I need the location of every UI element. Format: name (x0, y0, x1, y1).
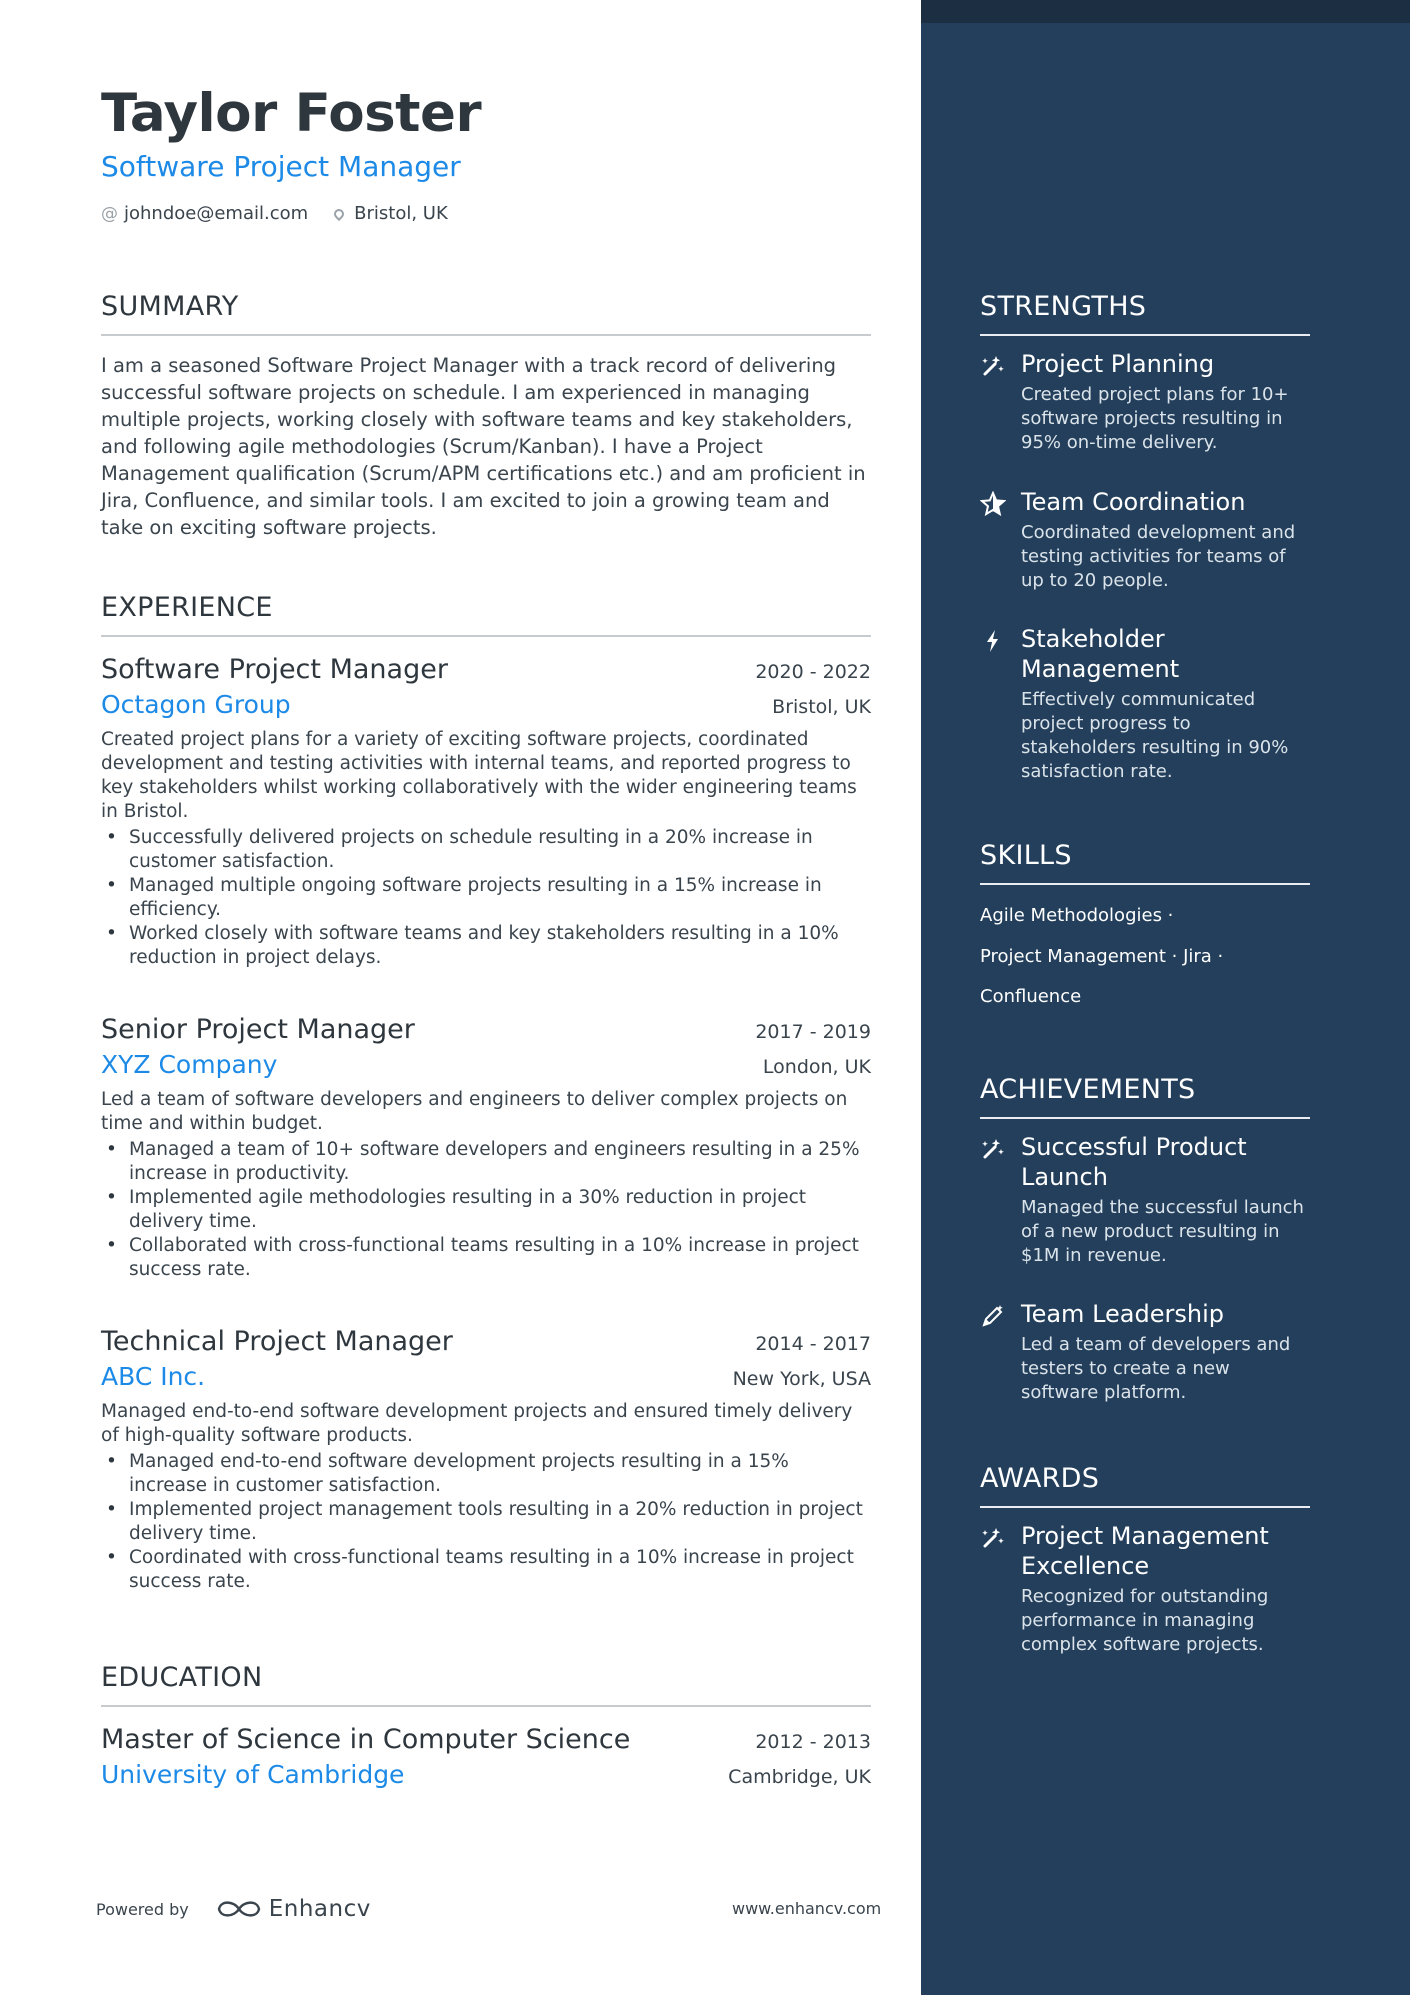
candidate-role: Software Project Manager (101, 150, 461, 183)
achievement-desc: Led a team of developers and testers to create a new software platform. (1021, 1334, 1291, 1403)
skill-tag: Agile Methodologies (980, 905, 1162, 926)
experience-entry (101, 1324, 871, 1594)
job-description: Managed end-to-end software development projects and ensured timely delivery of high-quality software products. (101, 1401, 853, 1446)
skills-list: Agile Methodologies · Project Management · Jira · Confluence (980, 905, 1224, 1007)
summary-heading: SUMMARY (101, 290, 871, 336)
achievement-item (980, 1299, 1310, 1405)
job-description: Led a team of software developers and engineers to deliver complex projects on time and within budget. (101, 1089, 848, 1134)
strength-title: Stakeholder Management (1021, 625, 1180, 683)
achievements-heading: ACHIEVEMENTS (980, 1073, 1310, 1119)
job-bullet: • Collaborated with cross-functional teams resulting in a 10% increase in project success rate. (101, 1234, 871, 1282)
education-entry (101, 1722, 871, 1792)
experience-entry (101, 1012, 871, 1282)
job-company: Octagon Group (101, 690, 291, 719)
at-icon: @ (101, 204, 118, 224)
job-description: Created project plans for a variety of exciting software projects, coordinated development and testing activities with internal teams, and reported progress to key stakeholders whilst working collaboratively with the wider engineering teams in Bristol. (101, 729, 857, 822)
education-location: Cambridge, UK (728, 1766, 871, 1788)
award-item (980, 1521, 1310, 1657)
job-location: New York, USA (732, 1368, 871, 1390)
strength-desc: Coordinated development and testing activities for teams of up to 20 people. (1021, 522, 1296, 591)
magic-wand-icon (980, 1136, 1006, 1162)
sidebar (921, 0, 1410, 1995)
summary-text: I am a seasoned Software Project Manager with a track record of delivering successful software projects on schedule. I am experienced in managing multiple projects, working closely with software teams and key stakeholders, and following agile methodologies (Scrum/Kanban). I have a Project Management qualification (Scrum/APM certifications etc.) and am proficient in Jira, Confluence, and similar tools. I am excited to join a growing team and take on exciting software projects. (101, 354, 866, 539)
strength-desc: Effectively communicated project progress to stakeholders resulting in 90% satisfaction rate. (1021, 689, 1289, 782)
powered-by-label: Powered by (96, 1899, 189, 1919)
job-bullet: • Worked closely with software teams and key stakeholders resulting in a 10% reduction in project delays. (101, 922, 871, 970)
job-title: Senior Project Manager (101, 1014, 415, 1045)
strength-title: Project Planning (1021, 350, 1215, 378)
experience-entry (101, 652, 871, 970)
job-bullet: • Managed end-to-end software development projects resulting in a 15% increase in customer satisfaction. (101, 1450, 871, 1498)
achievement-item (980, 1132, 1310, 1268)
star-icon (980, 491, 1006, 517)
job-location: London, UK (762, 1056, 871, 1078)
contact-location: Bristol, UK (354, 203, 448, 224)
location-pin-icon (332, 207, 346, 221)
skill-tag: Project Management (980, 945, 1166, 967)
lightning-icon (980, 628, 1006, 654)
footer-branding (96, 1896, 371, 1922)
strength-desc: Created project plans for 10+ software projects resulting in 95% on-time delivery. (1021, 384, 1289, 453)
school-name: University of Cambridge (101, 1760, 405, 1789)
achievement-title: Successful Product Launch (1021, 1133, 1247, 1191)
awards-heading: AWARDS (980, 1462, 1310, 1508)
job-company: XYZ Company (101, 1050, 278, 1079)
infinity-logo-icon (215, 1897, 263, 1921)
brand-name: Enhancv (268, 1896, 371, 1922)
education-heading: EDUCATION (101, 1661, 871, 1707)
degree-title: Master of Science in Computer Science (101, 1724, 631, 1755)
job-title: Technical Project Manager (101, 1326, 453, 1357)
job-bullet: • Coordinated with cross-functional teams resulting in a 10% increase in project success rate. (101, 1546, 871, 1594)
award-title: Project Management Excellence (1021, 1522, 1269, 1580)
strength-item (980, 349, 1310, 455)
sidebar-top-band (921, 0, 1410, 23)
experience-heading: EXPERIENCE (101, 591, 871, 637)
skills-heading: SKILLS (980, 839, 1310, 885)
job-bullet: • Managed multiple ongoing software projects resulting in a 15% increase in efficiency. (101, 874, 871, 922)
strength-item (980, 624, 1310, 784)
strengths-heading: STRENGTHS (980, 290, 1310, 336)
email-link[interactable]: johndoe@email.com (124, 203, 309, 224)
skill-tag: Jira (1183, 945, 1212, 967)
education-dates: 2012 - 2013 (755, 1731, 871, 1753)
job-location: Bristol, UK (772, 696, 871, 718)
candidate-name: Taylor Foster (101, 83, 482, 144)
job-bullet: • Implemented agile methodologies resulting in a 30% reduction in project delivery time. (101, 1186, 871, 1234)
contact-info (101, 202, 448, 226)
skill-tag: Confluence (980, 986, 1082, 1007)
magic-wand-icon (980, 353, 1006, 379)
award-desc: Recognized for outstanding performance in managing complex software projects. (1021, 1586, 1269, 1655)
job-bullet: • Successfully delivered projects on schedule resulting in a 20% increase in customer satisfaction. (101, 826, 871, 874)
job-dates: 2017 - 2019 (755, 1021, 871, 1043)
strength-title: Team Coordination (1021, 488, 1246, 516)
job-dates: 2014 - 2017 (755, 1333, 871, 1355)
achievement-title: Team Leadership (1021, 1300, 1224, 1328)
footer-url[interactable]: www.enhancv.com (732, 1899, 882, 1918)
job-bullet: • Implemented project management tools resulting in a 20% reduction in project delivery time. (101, 1498, 871, 1546)
magic-wand-icon (980, 1525, 1006, 1551)
job-bullets (101, 826, 871, 970)
job-dates: 2020 - 2022 (755, 661, 871, 683)
job-title: Software Project Manager (101, 654, 448, 685)
job-bullets (101, 1450, 871, 1594)
pen-icon (980, 1303, 1006, 1329)
strength-item (980, 487, 1310, 593)
enhancv-logo[interactable] (215, 1896, 371, 1922)
achievement-desc: Managed the successful launch of a new product resulting in $1M in revenue. (1021, 1197, 1304, 1266)
job-bullet: • Managed a team of 10+ software developers and engineers resulting in a 25% increase in productivity. (101, 1138, 871, 1186)
job-company: ABC Inc. (101, 1362, 206, 1391)
job-bullets (101, 1138, 871, 1282)
